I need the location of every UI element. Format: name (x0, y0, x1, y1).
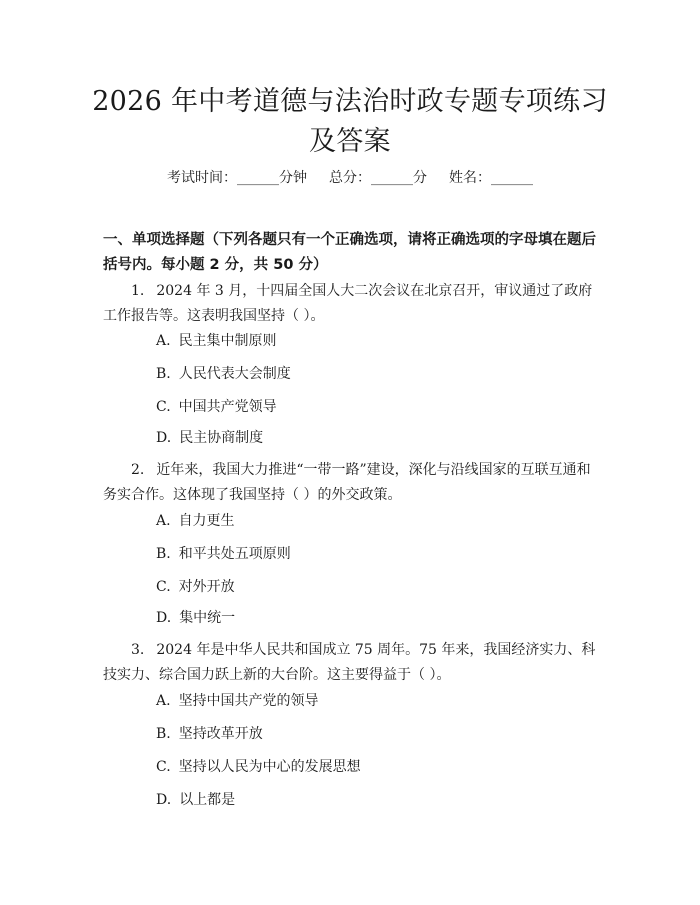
option-text: 和平共处五项原则 (178, 546, 291, 562)
option-text: 坚持以人民为中心的发展思想 (178, 759, 361, 775)
option-text: 民主协商制度 (179, 430, 264, 446)
option-text: 以上都是 (179, 792, 236, 808)
option-text: 集中统一 (179, 610, 236, 626)
option-letter: C. (156, 399, 171, 415)
option-text: 人民代表大会制度 (178, 366, 291, 382)
option-text: 坚持改革开放 (178, 726, 263, 742)
exam-time: 考试时间：______分钟 (167, 170, 307, 186)
question-text: 近年来，我国大力推进“一带一路”建设，深化与沿线国家的互联互通和务实合作。这体现了我国坚持（ ）的外交政策。 (103, 462, 591, 503)
exam-meta (0, 168, 700, 188)
option-2b (156, 544, 291, 564)
option-3b (156, 724, 263, 744)
question-number: 1. (131, 283, 145, 299)
option-2c (156, 577, 235, 597)
question-number: 2. (131, 462, 145, 478)
question-number: 3. (131, 642, 145, 658)
document-title: 2026 年中考道德与法治时政专题专项练习及答案 (92, 86, 608, 157)
option-letter: B. (156, 546, 171, 562)
option-3a (156, 691, 319, 711)
question-3 (103, 638, 603, 688)
question-text: 2024 年 3 月，十四届全国人大二次会议在北京召开，审议通过了政府工作报告等。这表明我国坚持（ ）。 (103, 283, 593, 324)
option-1b (156, 364, 291, 384)
option-1c (156, 397, 277, 417)
option-text: 自力更生 (178, 513, 235, 529)
option-letter: B. (156, 726, 171, 742)
option-text: 坚持中国共产党的领导 (178, 693, 319, 709)
option-letter: A. (156, 333, 171, 349)
option-letter: A. (156, 693, 171, 709)
option-2d (156, 608, 235, 628)
option-text: 对外开放 (178, 579, 235, 595)
section-heading: 一、单项选择题（下列各题只有一个正确选项，请将正确选项的字母填在题后括号内。每小题 2 分，共 50 分） (103, 232, 596, 273)
option-letter: A. (156, 513, 171, 529)
option-letter: D. (156, 610, 172, 626)
option-letter: D. (156, 430, 172, 446)
option-3d (156, 790, 235, 810)
option-letter: C. (156, 759, 171, 775)
option-text: 中国共产党领导 (178, 399, 277, 415)
option-1d (156, 428, 263, 448)
option-3c (156, 757, 361, 777)
option-letter: B. (156, 366, 171, 382)
question-text: 2024 年是中华人民共和国成立 75 周年。75 年来，我国经济实力、科技实力、综合国力跃上新的大台阶。这主要得益于（ ）。 (103, 642, 596, 683)
option-letter: D. (156, 792, 172, 808)
exam-score: 总分：______分 (329, 170, 427, 186)
option-1a (156, 331, 277, 351)
option-2a (156, 511, 235, 531)
exam-name: 姓名：______ (449, 170, 533, 186)
question-2 (103, 458, 603, 508)
option-text: 民主集中制原则 (178, 333, 277, 349)
option-letter: C. (156, 579, 171, 595)
question-1 (103, 279, 603, 329)
